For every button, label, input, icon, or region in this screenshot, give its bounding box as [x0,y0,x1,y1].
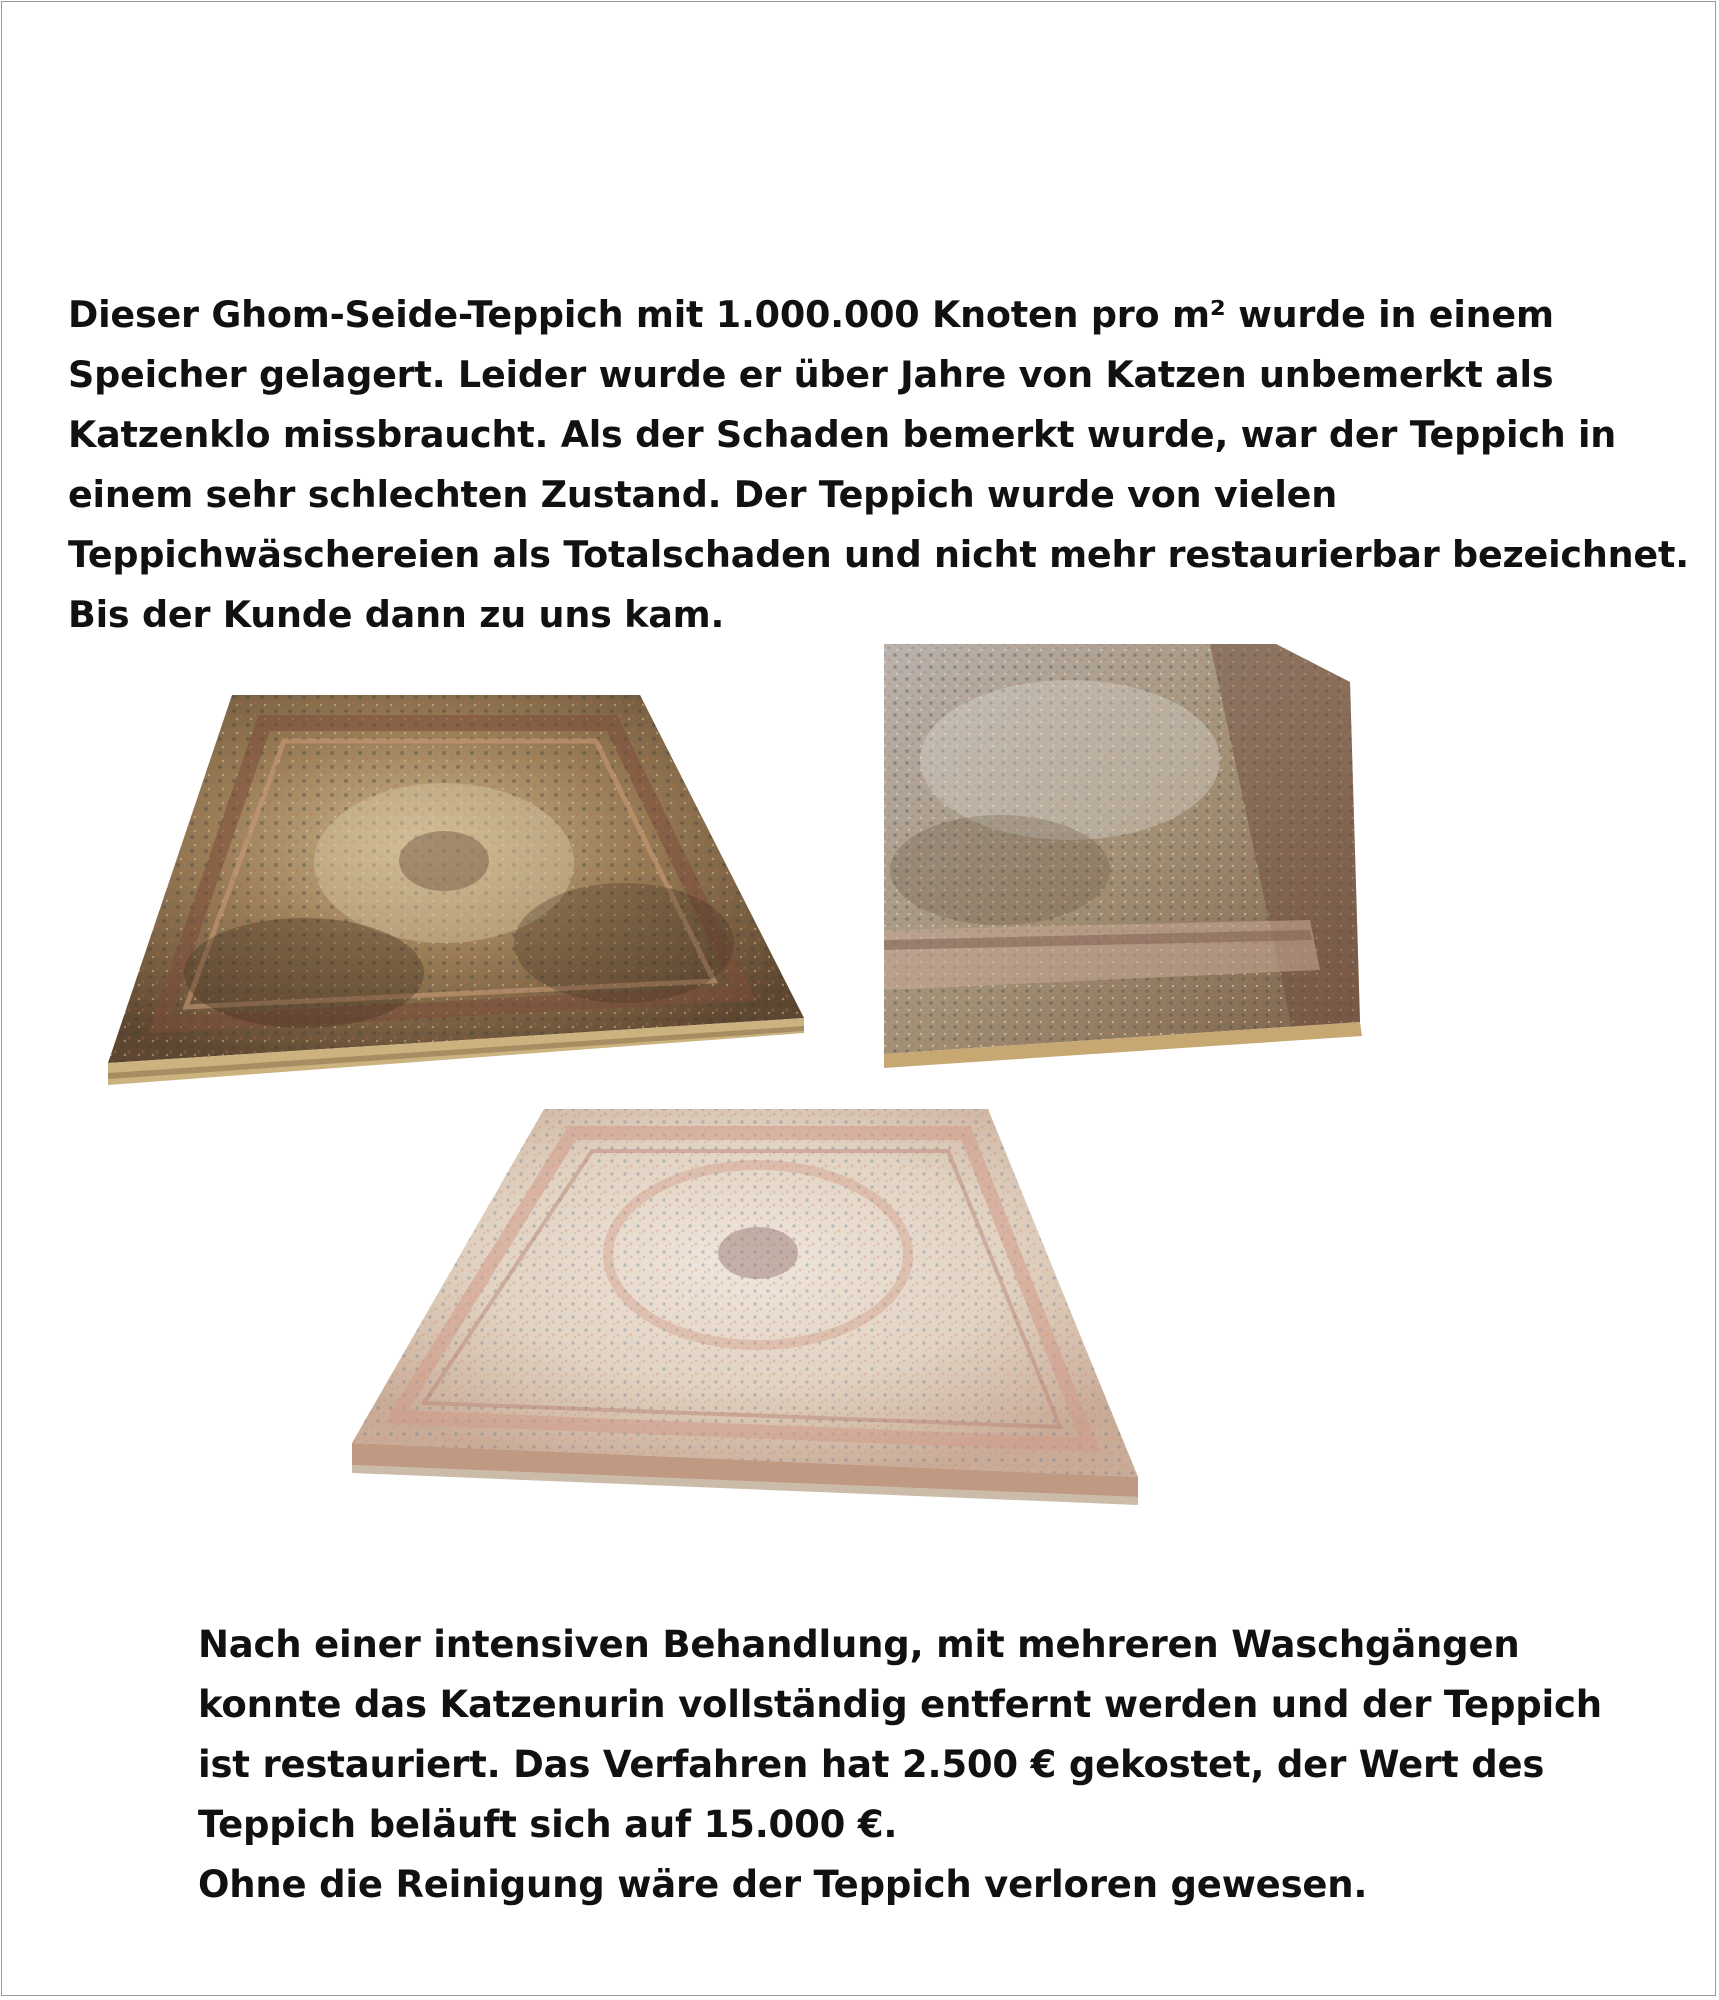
rug-photo-before-detail [880,640,1370,1075]
intro-line: Teppichwäschereien als Totalschaden und nicht mehr restaurierbar bezeichnet. [68,533,1689,576]
intro-line: Bis der Kunde dann zu uns kam. [68,593,725,636]
intro-line: Katzenklo missbraucht. Als der Schaden bemerkt wurde, war der Teppich in [68,413,1617,456]
result-line: Ohne die Reinigung wäre der Teppich verloren gewesen. [198,1863,1368,1906]
result-line: konnte das Katzenurin vollständig entfernt werden und der Teppich [198,1683,1602,1726]
intro-line: Dieser Ghom-Seide-Teppich mit 1.000.000 Knoten pro m² wurde in einem [68,293,1554,336]
intro-line: Speicher gelagert. Leider wurde er über Jahre von Katzen unbemerkt als [68,353,1554,396]
result-line: Teppich beläuft sich auf 15.000 €. [198,1803,898,1846]
rug-photo-after [348,1105,1148,1510]
result-paragraph [198,1615,1602,1915]
result-line: ist restauriert. Das Verfahren hat 2.500 € gekostet, der Wert des [198,1743,1545,1786]
intro-line: einem sehr schlechten Zustand. Der Teppich wurde von vielen [68,473,1338,516]
result-line: Nach einer intensiven Behandlung, mit mehreren Waschgängen [198,1623,1520,1666]
rug-photo-before [104,693,804,1088]
intro-paragraph [68,285,1689,645]
